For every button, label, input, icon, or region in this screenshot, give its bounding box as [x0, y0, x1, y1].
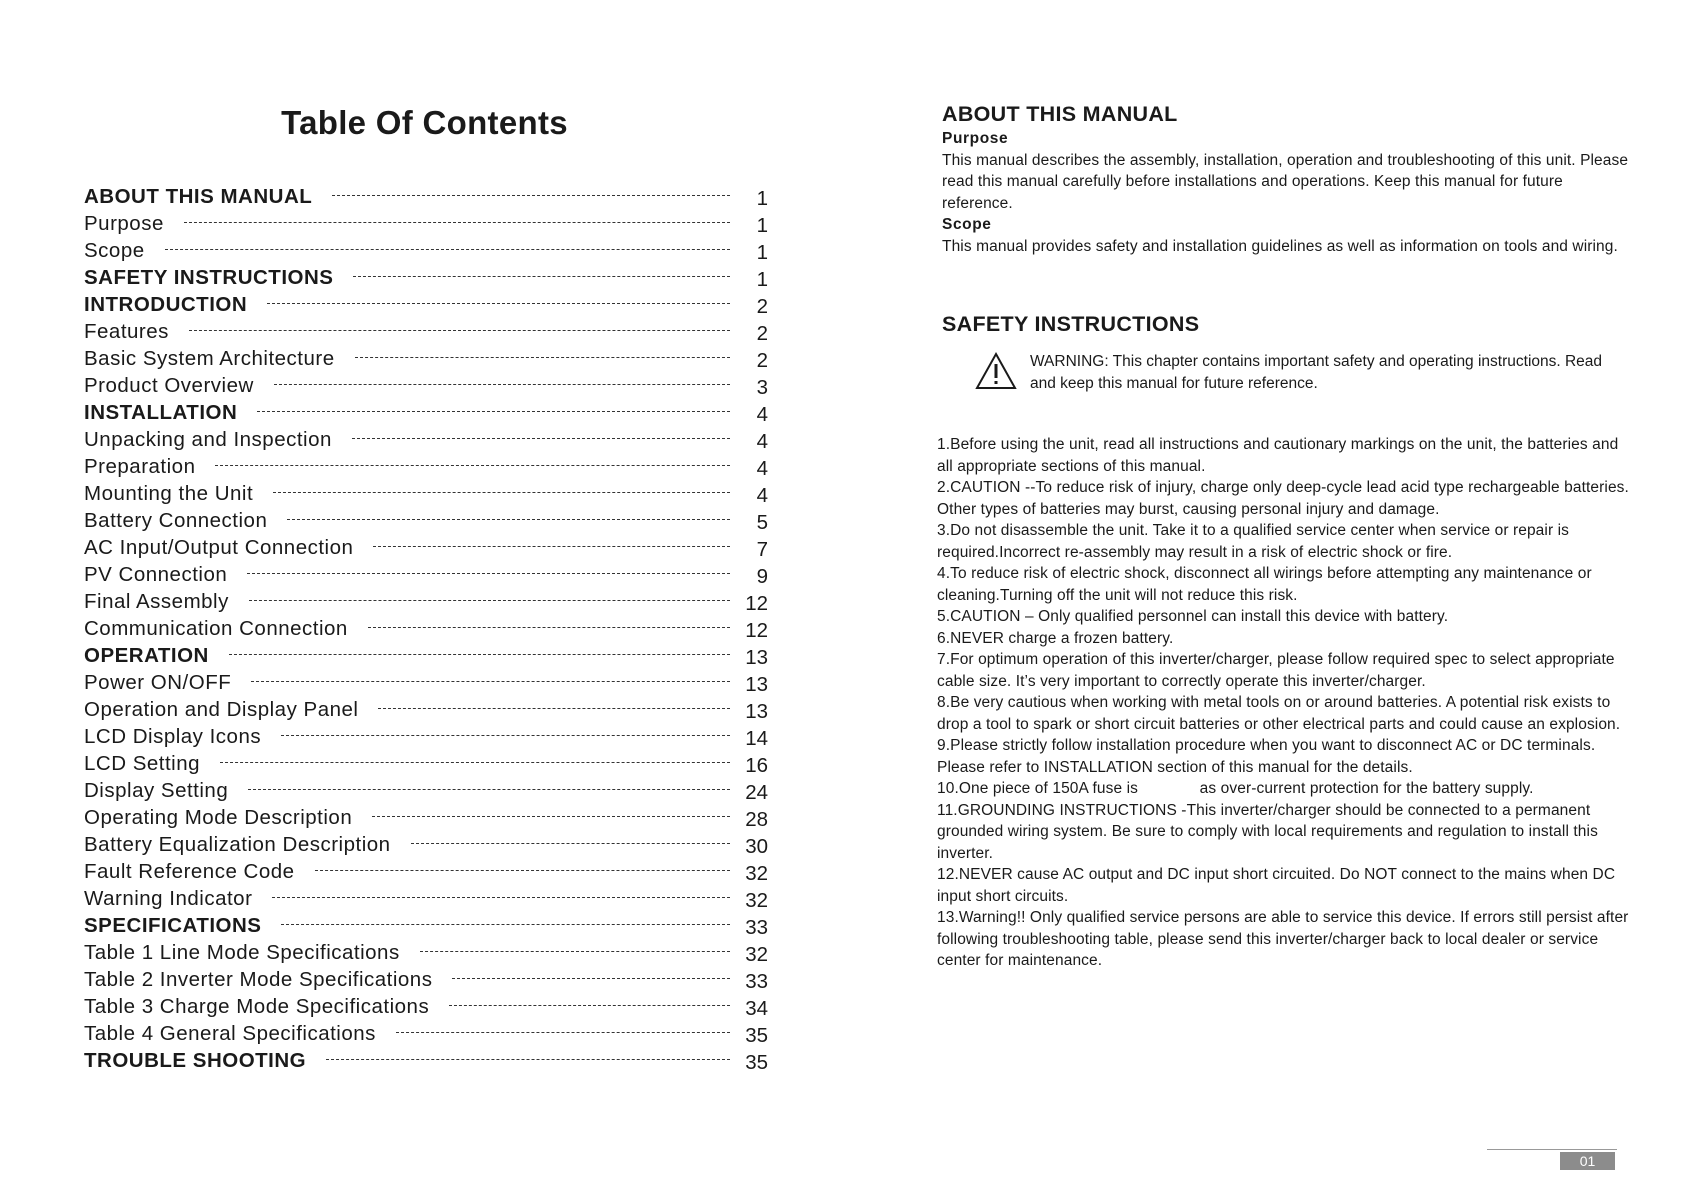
toc-entry-label: Table 2 Inverter Mode Specifications: [84, 967, 433, 991]
toc-leader-dots: [184, 222, 730, 223]
toc-entry-page: 33: [745, 915, 768, 939]
toc-entry-page: 1: [756, 267, 768, 291]
toc-leader-dots: [215, 465, 730, 466]
toc-entry-label: Table 1 Line Mode Specifications: [84, 940, 400, 964]
toc-entry-page: 1: [756, 186, 768, 210]
toc-leader-dots: [248, 789, 730, 790]
toc-entry-page: 33: [745, 969, 768, 993]
toc-entry[interactable]: [84, 507, 768, 534]
toc-entry-page: 1: [756, 213, 768, 237]
toc-leader-dots: [220, 762, 730, 763]
toc-entry[interactable]: [84, 561, 768, 588]
toc-entry-label: Warning Indicator: [84, 886, 253, 910]
toc-entry[interactable]: [84, 966, 768, 993]
toc-entry-label: Scope: [84, 238, 145, 262]
toc-entry-page: 24: [745, 780, 768, 804]
toc-entry-label: Display Setting: [84, 778, 229, 802]
toc-entry[interactable]: [84, 372, 768, 399]
toc-entry-page: 2: [756, 294, 768, 318]
scope-text: This manual provides safety and installation guidelines as well as information on tools and wiring.: [942, 237, 1618, 255]
toc-leader-dots: [229, 654, 730, 655]
toc-entry[interactable]: [84, 831, 768, 858]
toc-entry[interactable]: [84, 885, 768, 912]
toc-leader-dots: [353, 276, 730, 277]
toc-entry[interactable]: [84, 426, 768, 453]
toc-entry[interactable]: [84, 723, 768, 750]
safety-item: 10.One piece of 150A fuse is as over-current protection for the battery supply.: [937, 780, 1534, 797]
toc-entry-page: 32: [745, 861, 768, 885]
toc-entry[interactable]: [84, 804, 768, 831]
toc-entry-page: 13: [745, 645, 768, 669]
toc-leader-dots: [326, 1059, 730, 1060]
safety-item: 13.Warning!! Only qualified service persons are able to service this device. If errors still persist after following troubleshooting table, please send this inverter/charger back to local dealer or service center for maintenance.: [937, 909, 1633, 969]
safety-item: 11.GROUNDING INSTRUCTIONS -This inverter/charger should be connected to a permanent grounded wiring system. Be sure to comply with local requirements and regulation to install this inverter.: [937, 801, 1603, 862]
about-section: [942, 128, 1632, 257]
toc-entry-label: Fault Reference Code: [84, 859, 295, 883]
toc-leader-dots: [368, 627, 730, 628]
toc-entry-page: 7: [756, 537, 768, 561]
toc-leader-dots: [420, 951, 730, 952]
toc-entry[interactable]: [84, 237, 768, 264]
toc-leader-dots: [273, 492, 730, 493]
warning-box: [974, 351, 1614, 394]
toc-entry[interactable]: [84, 453, 768, 480]
toc-entry-page: 34: [745, 996, 768, 1020]
toc-entry-label: Power ON/OFF: [84, 670, 232, 694]
toc-entry-label: INTRODUCTION: [84, 292, 248, 316]
toc-entry-label: Communication Connection: [84, 616, 348, 640]
toc-entry-label: SAFETY INSTRUCTIONS: [84, 265, 334, 289]
safety-item: 5.CAUTION – Only qualified personnel can install this device with battery.: [937, 608, 1449, 625]
toc-entry-page: 35: [745, 1050, 768, 1074]
safety-item: 7.For optimum operation of this inverter/charger, please follow required spec to select appropriate cable size. It’s very important to correctly operate this inverter/charger.: [937, 651, 1620, 690]
toc-list: [84, 183, 768, 1074]
toc-entry-page: 4: [756, 429, 768, 453]
toc-entry-label: Unpacking and Inspection: [84, 427, 332, 451]
toc-leader-dots: [373, 546, 730, 547]
toc-entry[interactable]: [84, 480, 768, 507]
toc-leader-dots: [189, 330, 730, 331]
toc-leader-dots: [372, 816, 730, 817]
toc-entry-page: 5: [756, 510, 768, 534]
toc-entry[interactable]: [84, 642, 768, 669]
safety-item: 1.Before using the unit, read all instructions and cautionary markings on the unit, the batteries and all appropriate sections of this manual.: [937, 436, 1623, 475]
toc-leader-dots: [396, 1032, 730, 1033]
toc-leader-dots: [281, 735, 730, 736]
toc-entry-page: 1: [756, 240, 768, 264]
toc-leader-dots: [267, 303, 730, 304]
toc-entry[interactable]: [84, 588, 768, 615]
page-number: 01: [1560, 1152, 1615, 1170]
toc-entry[interactable]: [84, 345, 768, 372]
toc-entry-label: Purpose: [84, 211, 164, 235]
toc-entry[interactable]: [84, 318, 768, 345]
toc-leader-dots: [378, 708, 730, 709]
toc-entry[interactable]: [84, 750, 768, 777]
toc-entry-page: 16: [745, 753, 768, 777]
toc-leader-dots: [251, 681, 730, 682]
toc-entry-label: Product Overview: [84, 373, 254, 397]
toc-entry-label: Battery Connection: [84, 508, 268, 532]
toc-leader-dots: [287, 519, 730, 520]
toc-entry-page: 35: [745, 1023, 768, 1047]
toc-entry-page: 12: [745, 618, 768, 642]
toc-entry-label: ABOUT THIS MANUAL: [84, 184, 313, 208]
toc-leader-dots: [281, 924, 730, 925]
toc-leader-dots: [315, 870, 730, 871]
toc-entry-page: 4: [756, 402, 768, 426]
toc-entry[interactable]: [84, 993, 768, 1020]
toc-entry-label: AC Input/Output Connection: [84, 535, 354, 559]
toc-entry-label: LCD Display Icons: [84, 724, 262, 748]
toc-entry[interactable]: [84, 534, 768, 561]
toc-leader-dots: [352, 438, 730, 439]
toc-entry[interactable]: [84, 183, 768, 210]
toc-entry-page: 28: [745, 807, 768, 831]
about-heading: ABOUT THIS MANUAL: [942, 102, 1178, 126]
warning-text: WARNING: This chapter contains important safety and operating instructions. Read and keep this manual for future reference.: [1030, 353, 1603, 392]
toc-entry[interactable]: [84, 912, 768, 939]
scope-heading: Scope: [942, 216, 992, 233]
toc-title: Table Of Contents: [281, 104, 568, 141]
toc-entry[interactable]: [84, 696, 768, 723]
safety-item: 8.Be very cautious when working with metal tools on or around batteries. A potential risk exists to drop a tool to spark or short circuit batteries or other electrical parts and could cause an explosion.: [937, 694, 1621, 733]
toc-entry[interactable]: [84, 939, 768, 966]
toc-leader-dots: [249, 600, 730, 601]
purpose-text: This manual describes the assembly, installation, operation and troubleshooting of this unit. Please read this manual carefully before installations and operations. Keep this manual for future reference.: [942, 151, 1629, 212]
toc-leader-dots: [274, 384, 730, 385]
footer-rule: [1487, 1149, 1617, 1150]
toc-entry-label: Preparation: [84, 454, 196, 478]
toc-entry-label: SPECIFICATIONS: [84, 913, 262, 937]
safety-item: 6.NEVER charge a frozen battery.: [937, 629, 1174, 647]
toc-entry-page: 30: [745, 834, 768, 858]
toc-entry[interactable]: [84, 399, 768, 426]
toc-entry-page: 4: [756, 483, 768, 507]
toc-entry-page: 13: [745, 699, 768, 723]
warning-triangle-icon: [974, 351, 1018, 391]
toc-leader-dots: [272, 897, 730, 898]
toc-entry-label: Basic System Architecture: [84, 346, 335, 370]
toc-entry-label: Table 4 General Specifications: [84, 1021, 376, 1045]
toc-entry-label: Battery Equalization Description: [84, 832, 391, 856]
safety-item: 9.Please strictly follow installation procedure when you want to disconnect AC or DC terminals. Please refer to INSTALLATION section of this manual for the details.: [937, 737, 1600, 776]
toc-entry[interactable]: [84, 669, 768, 696]
safety-item: 3.Do not disassemble the unit. Take it to a qualified service center when service or repair is required.Incorrect re-assembly may result in a risk of electric shock or fire.: [937, 522, 1574, 561]
toc-entry-page: 2: [756, 348, 768, 372]
toc-entry-label: LCD Setting: [84, 751, 201, 775]
toc-entry-label: Mounting the Unit: [84, 481, 254, 505]
toc-entry[interactable]: [84, 1047, 768, 1074]
safety-heading: SAFETY INSTRUCTIONS: [942, 312, 1200, 336]
toc-entry-page: 2: [756, 321, 768, 345]
toc-entry-page: 32: [745, 942, 768, 966]
toc-leader-dots: [449, 1005, 730, 1006]
toc-entry[interactable]: [84, 264, 768, 291]
toc-leader-dots: [257, 411, 730, 412]
safety-item: 12.NEVER cause AC output and DC input short circuited. Do NOT connect to the mains when DC input short circuits.: [937, 866, 1620, 905]
safety-item: Other types of batteries may burst, causing personal injury and damage.: [937, 500, 1440, 518]
toc-entry[interactable]: [84, 615, 768, 642]
toc-entry-label: OPERATION: [84, 643, 209, 667]
toc-entry-page: 12: [745, 591, 768, 615]
purpose-heading: Purpose: [942, 130, 1009, 147]
toc-entry[interactable]: [84, 1020, 768, 1047]
toc-entry[interactable]: [84, 777, 768, 804]
toc-leader-dots: [247, 573, 730, 574]
toc-entry-page: 3: [756, 375, 768, 399]
safety-item: 4.To reduce risk of electric shock, disconnect all wirings before attempting any maintenance or cleaning.Turning off the unit will not reduce this risk.: [937, 565, 1597, 604]
toc-leader-dots: [332, 195, 730, 196]
toc-entry-label: Features: [84, 319, 169, 343]
toc-entry-label: Final Assembly: [84, 589, 229, 613]
toc-entry-label: Operation and Display Panel: [84, 697, 359, 721]
safety-item: 2.CAUTION --To reduce risk of injury, charge only deep-cycle lead acid type rechargeable batteries.: [937, 479, 1629, 496]
toc-entry[interactable]: [84, 210, 768, 237]
toc-leader-dots: [411, 843, 730, 844]
safety-list: [937, 434, 1633, 972]
toc-entry-label: Operating Mode Description: [84, 805, 353, 829]
toc-leader-dots: [355, 357, 730, 358]
toc-entry[interactable]: [84, 858, 768, 885]
toc-entry-label: TROUBLE SHOOTING: [84, 1048, 307, 1072]
toc-entry-page: 4: [756, 456, 768, 480]
toc-entry-label: INSTALLATION: [84, 400, 238, 424]
toc-entry-label: Table 3 Charge Mode Specifications: [84, 994, 430, 1018]
toc-entry-page: 32: [745, 888, 768, 912]
toc-entry-page: 13: [745, 672, 768, 696]
toc-leader-dots: [165, 249, 730, 250]
toc-entry-page: 9: [756, 564, 768, 588]
toc-entry-page: 14: [745, 726, 768, 750]
toc-entry[interactable]: [84, 291, 768, 318]
toc-entry-label: PV Connection: [84, 562, 228, 586]
toc-leader-dots: [452, 978, 730, 979]
